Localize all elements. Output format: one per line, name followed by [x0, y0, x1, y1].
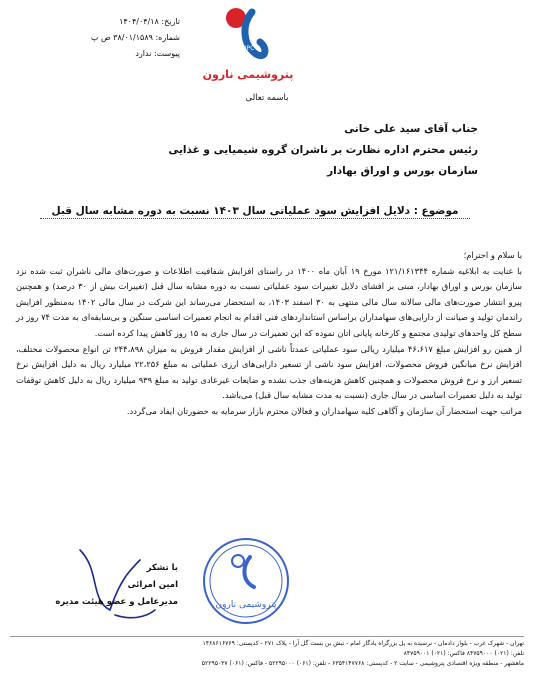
stamp-swirl	[244, 557, 254, 587]
greeting: با سلام و احترام؛	[463, 250, 522, 260]
company-logo	[202, 4, 294, 90]
body-paragraph-2: از همین رو افزایش مبلغ ۴۶،۶۱۷ میلیارد ریالی سود عملیاتی عمدتاً ناشی از افزایش مقدار فروش به میزان ۲۴۴،۸۹۸ تن انواع محصولات مختلف، افزایش نرخ میانگین فروش محصولات، افزایش سود ناشی از تسعیر دارایی‌های ارزی عملیاتی به مبلغ ۲۲،۲۵۶ میلیارد ریال به دلیل افزایش نرخ تسعیر ارز و نرخ فروش محصولات و همچنین کاهش هزینه‌های جذب نشده و ضایعات غیرعادی تولید به مبلغ ۹۳۹ میلیارد ریال به دلیل کاهش توقفات تولید به دلیل تعمیرات اساسی در سال جاری (نسبت به مدت مشابه سال قبل) می‌باشد.	[16, 343, 522, 401]
footer-tehran-address: تهران - شهرک غرب - بلوار دادمان - نرسیده به پل بزرگراه یادگار امام - نبش بن بست گل آرا - پلاک ۲۷۱ - کدپستی: ۱۴۶۸۶۱۶۷۶۹	[202, 640, 524, 647]
signature-block	[48, 560, 178, 611]
body-paragraph-3: مراتب جهت استحضار آن سازمان و آگاهی کلیه سهامداران و فعالان محترم بازار سرمایه به حضورتان ایفاد می‌گردد.	[126, 405, 522, 416]
stamp-dot	[232, 555, 244, 567]
signer-title: مدیرعامل و عضو هیئت مدیره	[55, 597, 178, 607]
logo-text: پتروشیمی نارون	[202, 68, 294, 81]
subject-line: موضوع : دلایل افزایش سود عملیاتی سال ۱۴۰۳ نسبت به دوره مشابه سال قبل	[40, 205, 470, 219]
addressee-org: سازمان بورس و اوراق بهادار	[327, 165, 478, 177]
number-value: ۳۸/۰۱/۱۵۸۹ ص پ	[90, 33, 153, 42]
date-row: تاریخ: ۱۴۰۴/۰۴/۱۸	[119, 17, 180, 26]
addressee-block	[168, 119, 478, 182]
letter-footer	[10, 636, 524, 669]
date-value: ۱۴۰۴/۰۴/۱۸	[119, 17, 159, 26]
footer-mahshahr-address: ماهشهر - منطقه ویژه اقتصادی پتروشیمی - سایت ۲ - کدپستی: ۶۳۵۴۱۴۷۷۶۸ - تلفن: (۰۶۱) ۵۲۲۹۵۰۰۰ - فاکس: (۰۶۱) ۵۲۲۹۵۰۳۷	[201, 660, 524, 667]
number-row: شماره: ۳۸/۰۱/۱۵۸۹ ص پ	[90, 33, 180, 42]
stamp-text: پتروشیمی نارون	[215, 600, 277, 610]
basmala: باسمه تعالی	[245, 93, 289, 103]
attachment-value: ندارد	[135, 49, 152, 58]
attachment-row: پیوست: ندارد	[135, 49, 180, 58]
addressee-name: جناب آقای سید علی خانی	[344, 123, 478, 135]
addressee-title: رئیس محترم اداره نظارت بر ناشران گروه شیمیایی و غذایی	[168, 144, 478, 156]
signer-name: امین امرائی	[127, 580, 178, 590]
letter-meta	[70, 14, 180, 62]
footer-contact: تلفن: (۰۲۱) ۸۴۷۵۹۰۰۰ فاکس: (۰۲۱) ۸۴۷۵۹۰۰۱	[403, 650, 524, 657]
company-stamp	[198, 535, 294, 627]
logo-badge: NPC	[242, 45, 255, 52]
body-paragraph-1: با عنایت به ابلاغیه شماره ۱۲۱/۱۶۱۳۴۴ مورخ ۱۹ آبان ماه ۱۴۰۰ در راستای افزایش شفافیت اطلاعات و صورت‌های مالی ناشران ثبت شده نزد سازمان بورس و اوراق بهادار، مبنی بر افشای دلایل تغییرات سود عملیاتی نسبت به دوره مشابه سال قبل (تغییرات بیش از ۳۰ درصد) و همچنین پیرو انتشار صورت‌های مالی سالانه سال مالی منتهی به ۳۰ اسفند ۱۴۰۳، به استحضار می‌رساند این شرکت در سال مالی ۱۴۰۲ به‌منظور افزایش راندمان تولید و صیانت از دارایی‌های سهامداران براساس استانداردهای فنی اقدام به انجام تعمیرات اساسی سنگین و بی‌سابقه‌ای به مدت ۷۴ روز در سطح کل واحدهای تولیدی مجتمع و کارخانه پایانی اتان نموده که این تعمیرات در سال جاری به ۱۵ روز کاهش پیدا کرده است.	[16, 265, 523, 338]
closing-thanks: با تشکر	[146, 563, 178, 573]
letter-body	[16, 248, 522, 420]
